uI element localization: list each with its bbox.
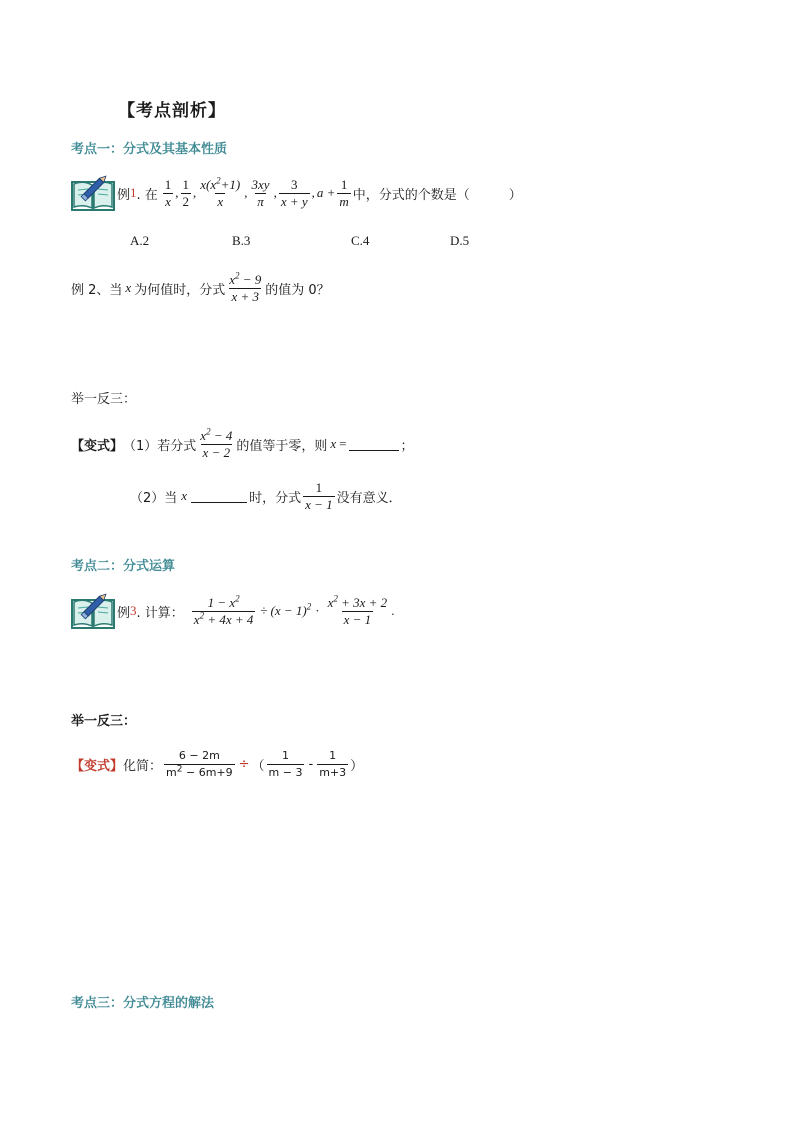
fraction-1-minus-x2-over-x2-plus-4x-plus-4: $\frac{1 - x^2}{x^2 + 4x + 4}$ [193,593,254,627]
kaodian-3-title: 考点三：分式方程的解法 [71,996,215,1011]
example-1-tail: 中，分式的个数是（ ） [352,187,522,203]
fraction-1-over-2: $\frac{1}{2}$ [182,176,190,209]
example-3-question: 例 3 . 计算： $\frac{1 - x^2}{x^2 + 4x + 4}$ ÷ $(x - 1)^2$ · $\frac{x^2 + 3x + 2}{x - 1}$ . [117,593,395,627]
fraction-1-over-x-minus-1: $\frac{1}{x - 1}$ [305,479,333,512]
example-1-question: 例 1 . 在 $\frac{1}{x}$ , $\frac{1}{2}$ , $\frac{x(x^2+1)}{x}$ , $\frac{3xy}{\pi}$ , $\frac{3}{x + y}$ , a + $\frac{1}{m}$ 中，分式的个数是（ ） [117,175,522,209]
option-a[interactable]: A.2 [130,233,150,248]
practice-label-1: 举一反三： [71,392,137,407]
fraction-3xy-over-pi: $\frac{3xy}{\pi}$ [251,176,270,209]
fraction-x-x2-plus-1-over-x: $\frac{x(x^2+1)}{x}$ [200,175,241,209]
fraction-x2-minus-4-over-x-minus-2: $\frac{x^2 - 4}{x - 2}$ [200,426,233,460]
kaodian-2-title: 考点二：分式运算 [71,559,176,574]
option-b[interactable]: B.3 [232,233,251,248]
kaodian-1-title: 考点一：分式及其基本性质 [71,142,228,157]
book-pencil-icon [70,172,116,212]
example-2-question: 例 2、当 x 为何值时，分式 $\frac{x^2 - 9}{x + 3}$ 的值为 0？ [71,270,330,304]
option-d[interactable]: D.5 [450,233,470,248]
fraction-1-over-x: $\frac{1}{x}$ [164,176,172,209]
fraction-6-minus-2m-over-m2-minus-6m-plus-9: $\frac{6 - 2m}{m^2 - 6m+9}$ [166,748,233,779]
variant-1-part-2: （2）当 x 时，分式 $\frac{1}{x - 1}$ 没有意义． [130,479,402,512]
variant-1-part-1: 【变式】 （1）若分式 $\frac{x^2 - 4}{x - 2}$ 的值等于零，则 x = ； [71,426,414,460]
practice-label-2: 举一反三： [71,714,137,729]
fraction-1-over-m: $\frac{1}{m}$ [339,176,349,209]
answer-blank-1[interactable] [349,438,399,451]
example-1-number: 1 [130,185,137,200]
example-1-label: 例 [117,187,131,203]
answer-blank-2[interactable] [191,490,247,503]
fraction-3-over-x-plus-y: $\frac{3}{x + y}$ [280,176,308,209]
fraction-x2-plus-3x-plus-2-over-x-minus-1: $\frac{x^2 + 3x + 2}{x - 1}$ [327,593,388,627]
fraction-1-over-m-plus-3: $\frac{1}{m+3}$ [319,748,347,779]
option-c[interactable]: C.4 [351,233,370,248]
variant-tag-red: 【变式】 [71,758,124,774]
book-pencil-icon [70,590,116,630]
fraction-1-over-m-minus-3: $\frac{1}{m - 3}$ [268,748,303,779]
section-heading: 【考点剖析】 [118,101,226,121]
example-1-intro: . 在 [136,187,158,203]
variant-2-question: 【变式】 化简： $\frac{6 - 2m}{m^2 - 6m+9}$ ÷ （ $\frac{1}{m - 3}$ - $\frac{1}{m+3}$ ） [71,748,364,779]
fraction-x2-minus-9-over-x-plus-3: $\frac{x^2 - 9}{x + 3}$ [229,270,262,304]
variant-tag: 【变式】 [71,438,124,454]
